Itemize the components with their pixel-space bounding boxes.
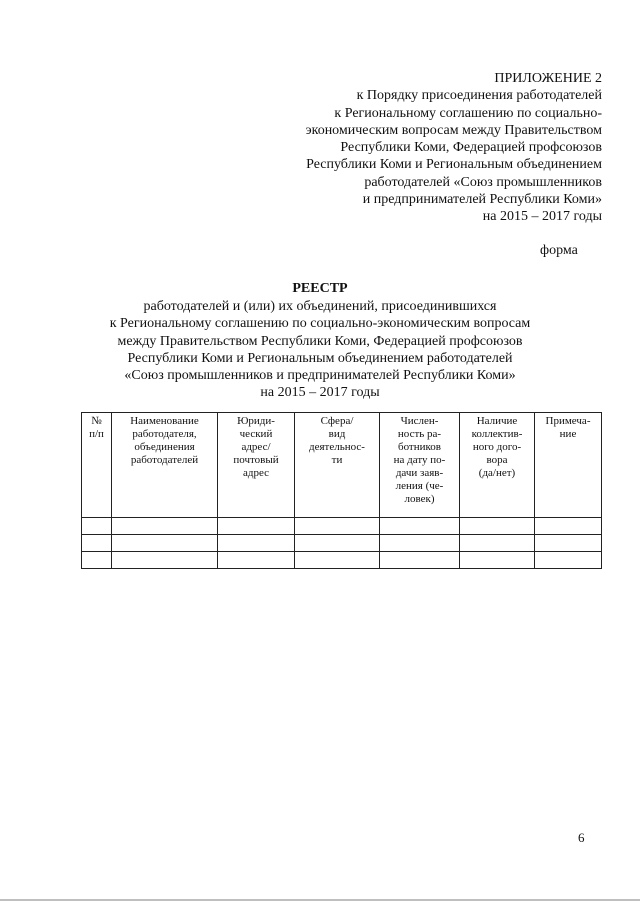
header-cell-headcount: Числен- ность ра- ботников на дату по- дачи заяв- ления (че- ловек) [380,413,460,518]
table-cell [218,518,295,535]
table-cell [218,552,295,569]
appendix-block [306,70,602,226]
header-cell-address: Юриди- ческий адрес/ почтовый адрес [218,413,295,518]
header-cell-number: № п/п [82,413,112,518]
appendix-line: к Порядку присоединения работодателей [356,88,602,104]
appendix-line: и предпринимателей Республики Коми» [362,192,602,208]
table-cell [82,535,112,552]
table-cell [112,552,218,569]
appendix-line: к Региональному соглашению по социально- [334,105,602,121]
table-cell [535,518,602,535]
table-cell [295,518,380,535]
subtitle-line: к Региональному соглашению по социально-экономическим вопросам [109,316,531,332]
table-cell [535,552,602,569]
header-cell-activity: Сфера/ вид деятельнос- ти [295,413,380,518]
table-row [82,535,602,552]
appendix-line: экономическим вопросам между Правительством [305,122,602,138]
table-cell [295,552,380,569]
table-cell [82,518,112,535]
header-cell-collective-agreement: Наличие коллектив- ного дого- вора (да/нет) [460,413,535,518]
subtitle-line: «Союз промышленников и предпринимателей Республики Коми» [124,368,516,384]
subtitle-line: между Правительством Республики Коми, Федерацией профсоюзов [117,333,523,349]
appendix-line: на 2015 – 2017 годы [482,209,602,225]
table-cell [460,535,535,552]
page-number: 6 [578,830,585,845]
register-subtitle [60,298,580,402]
appendix-line: работодателей «Союз промышленников [364,174,602,190]
table-header-row [82,413,602,518]
form-label: форма [540,243,578,258]
scan-edge-line [0,899,640,901]
table-cell [535,535,602,552]
table-row [82,518,602,535]
table-cell [295,535,380,552]
table-cell [380,535,460,552]
subtitle-line: работодателей и (или) их объединений, присоединившихся [143,299,497,314]
table-cell [460,518,535,535]
header-cell-note: Примеча- ние [535,413,602,518]
table-cell [218,535,295,552]
table-cell [112,535,218,552]
table-cell [112,518,218,535]
registry-table [81,412,602,569]
header-cell-name: Наименование работодателя, объединения работодателей [112,413,218,518]
subtitle-line: Республики Коми и Региональным объединением работодателей [127,350,513,366]
appendix-line: Республики Коми и Региональным объединением [306,157,602,173]
appendix-title: ПРИЛОЖЕНИЕ 2 [494,71,602,86]
table-row [82,552,602,569]
table-cell [460,552,535,569]
subtitle-line: на 2015 – 2017 годы [260,385,380,401]
table-cell [82,552,112,569]
table-cell [380,518,460,535]
appendix-line: Республики Коми, Федерацией профсоюзов [340,140,602,156]
register-title: РЕЕСТР [292,281,348,296]
table-cell [380,552,460,569]
